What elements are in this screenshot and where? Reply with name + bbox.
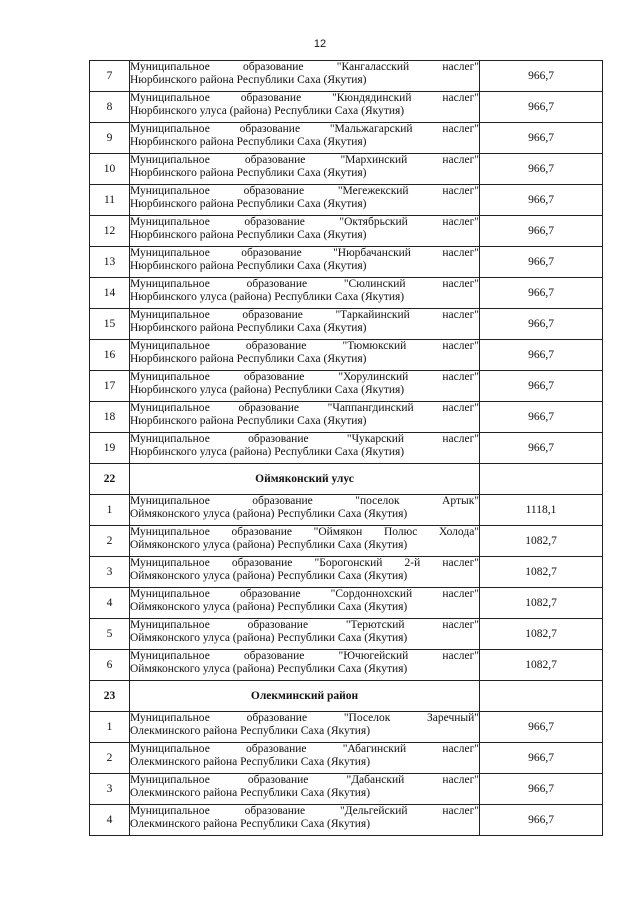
table-row: [90, 619, 603, 650]
municipality-name-line2: Нюрбинского улуса (района) Республики Саха (Якутия): [130, 291, 405, 303]
municipality-name: [130, 92, 480, 123]
section-title: Олекминский район: [130, 681, 480, 712]
municipality-name-line1: Муниципальное образование "Нюрбачанский наслег": [130, 247, 479, 259]
municipality-name: [130, 61, 480, 92]
municipality-name-line2: Олекминского района Республики Саха (Якутия): [130, 818, 371, 830]
municipality-name: [130, 247, 480, 278]
amount-value: 1082,7: [480, 557, 603, 588]
row-number: 4: [90, 805, 130, 836]
table-row: [90, 371, 603, 402]
row-number: 7: [90, 61, 130, 92]
row-number: 10: [90, 154, 130, 185]
municipality-name-line1: Муниципальное образование "Октябрьский наслег": [130, 216, 479, 228]
section-value-empty: [480, 464, 603, 495]
municipality-name-line2: Нюрбинского района Республики Саха (Якутия): [130, 229, 367, 241]
municipality-name-line2: Нюрбинского района Республики Саха (Якутия): [130, 136, 367, 148]
municipality-name-line2: Нюрбинского района Республики Саха (Якутия): [130, 260, 367, 272]
municipality-name: [130, 588, 480, 619]
amount-value: 966,7: [480, 402, 603, 433]
amount-value: 1082,7: [480, 650, 603, 681]
municipality-name-line1: Муниципальное образование "поселок Артык": [130, 495, 479, 507]
amount-value: 966,7: [480, 92, 603, 123]
section-title: Оймяконский улус: [130, 464, 480, 495]
row-number: 13: [90, 247, 130, 278]
municipality-name-line1: Муниципальное образование "Дельгейский наслег": [130, 805, 479, 817]
amount-value: 966,7: [480, 774, 603, 805]
row-number: 4: [90, 588, 130, 619]
table-row: [90, 495, 603, 526]
table-row: [90, 278, 603, 309]
municipality-name-line1: Муниципальное образование "Поселок Заречный": [130, 712, 479, 724]
row-number: 17: [90, 371, 130, 402]
row-number: 9: [90, 123, 130, 154]
municipality-name-line1: Муниципальное образование "Тюмюкский наслег": [130, 340, 479, 352]
section-header-row: [90, 681, 603, 712]
municipality-name-line2: Оймяконского улуса (района) Республики Саха (Якутия): [130, 601, 408, 613]
amount-value: 966,7: [480, 309, 603, 340]
row-number: 2: [90, 526, 130, 557]
amount-value: 966,7: [480, 805, 603, 836]
table-row: [90, 216, 603, 247]
table-row: [90, 123, 603, 154]
amount-value: 1118,1: [480, 495, 603, 526]
section-value-empty: [480, 681, 603, 712]
row-number: 23: [90, 681, 130, 712]
municipality-name-line2: Нюрбинского района Республики Саха (Якутия): [130, 322, 367, 334]
municipality-name-line1: Муниципальное образование "Мальжагарский наслег": [130, 123, 479, 135]
row-number: 2: [90, 743, 130, 774]
municipality-name: [130, 650, 480, 681]
row-number: 5: [90, 619, 130, 650]
municipality-name-line1: Муниципальное образование "Борогонский 2-й наслег": [130, 557, 479, 569]
table-row: [90, 92, 603, 123]
municipality-name: [130, 433, 480, 464]
page-number: 12: [313, 38, 327, 50]
amount-value: 966,7: [480, 154, 603, 185]
municipality-name-line1: Муниципальное образование "Хорулинский наслег": [130, 371, 479, 383]
row-number: 8: [90, 92, 130, 123]
municipality-name-line2: Оймяконского улуса (района) Республики Саха (Якутия): [130, 539, 408, 551]
table-row: [90, 402, 603, 433]
amount-value: 1082,7: [480, 526, 603, 557]
municipality-name: [130, 743, 480, 774]
municipality-name: [130, 123, 480, 154]
municipality-name-line1: Муниципальное образование "Сордоннохский наслег": [130, 588, 479, 600]
row-number: 16: [90, 340, 130, 371]
table-row: [90, 433, 603, 464]
table-row: [90, 526, 603, 557]
municipality-name: [130, 309, 480, 340]
municipality-name: [130, 185, 480, 216]
municipality-name-line2: Нюрбинского района Республики Саха (Якутия): [130, 198, 367, 210]
municipality-name-line1: Муниципальное образование "Кюндядинский наслег": [130, 92, 479, 104]
table-row: [90, 247, 603, 278]
allocation-table: [89, 60, 603, 836]
row-number: 15: [90, 309, 130, 340]
table-row: [90, 185, 603, 216]
municipality-name-line1: Муниципальное образование "Оймякон Полюс Холода": [130, 526, 479, 538]
table-row: [90, 557, 603, 588]
table-row: [90, 743, 603, 774]
table-row: [90, 309, 603, 340]
table-row: [90, 61, 603, 92]
table-row: [90, 712, 603, 743]
amount-value: 966,7: [480, 712, 603, 743]
municipality-name-line2: Олекминского района Республики Саха (Якутия): [130, 725, 371, 737]
amount-value: 966,7: [480, 185, 603, 216]
municipality-name-line1: Муниципальное образование "Мархинский наслег": [130, 154, 479, 166]
municipality-name-line1: Муниципальное образование "Таркайинский наслег": [130, 309, 479, 321]
row-number: 14: [90, 278, 130, 309]
municipality-name: [130, 495, 480, 526]
table-row: [90, 774, 603, 805]
municipality-name-line1: Муниципальное образование "Сюлинский наслег": [130, 278, 479, 290]
municipality-name-line2: Оймяконского улуса (района) Республики Саха (Якутия): [130, 508, 408, 520]
municipality-name-line1: Муниципальное образование "Дабанский наслег": [130, 774, 479, 786]
municipality-name-line2: Оймяконского улуса (района) Республики Саха (Якутия): [130, 663, 408, 675]
row-number: 18: [90, 402, 130, 433]
municipality-name: [130, 340, 480, 371]
municipality-name: [130, 526, 480, 557]
municipality-name-line1: Муниципальное образование "Мегежекский наслег": [130, 185, 479, 197]
amount-value: 966,7: [480, 123, 603, 154]
municipality-name-line2: Нюрбинского улуса (района) Республики Саха (Якутия): [130, 384, 405, 396]
municipality-name: [130, 278, 480, 309]
row-number: 1: [90, 495, 130, 526]
amount-value: 966,7: [480, 278, 603, 309]
municipality-name-line2: Нюрбинского района Республики Саха (Якутия): [130, 353, 367, 365]
table-row: [90, 340, 603, 371]
municipality-name: [130, 805, 480, 836]
table-row: [90, 650, 603, 681]
municipality-name: [130, 774, 480, 805]
table-row: [90, 805, 603, 836]
amount-value: 966,7: [480, 216, 603, 247]
row-number: 12: [90, 216, 130, 247]
amount-value: 1082,7: [480, 619, 603, 650]
municipality-name: [130, 557, 480, 588]
municipality-name-line1: Муниципальное образование "Кангаласский наслег": [130, 61, 479, 73]
row-number: 19: [90, 433, 130, 464]
amount-value: 1082,7: [480, 588, 603, 619]
municipality-name-line1: Муниципальное образование "Чаппангдинский наслег": [130, 402, 479, 414]
municipality-name-line2: Нюрбинского района Республики Саха (Якутия): [130, 74, 367, 86]
municipality-name: [130, 619, 480, 650]
amount-value: 966,7: [480, 371, 603, 402]
municipality-name-line2: Оймяконского улуса (района) Республики Саха (Якутия): [130, 570, 408, 582]
amount-value: 966,7: [480, 743, 603, 774]
amount-value: 966,7: [480, 340, 603, 371]
municipality-name: [130, 402, 480, 433]
municipality-name-line2: Олекминского района Республики Саха (Якутия): [130, 756, 371, 768]
amount-value: 966,7: [480, 61, 603, 92]
table-body: [90, 61, 603, 836]
row-number: 22: [90, 464, 130, 495]
municipality-name-line1: Муниципальное образование "Абагинский наслег": [130, 743, 479, 755]
section-header-row: [90, 464, 603, 495]
table-row: [90, 154, 603, 185]
row-number: 11: [90, 185, 130, 216]
municipality-name-line1: Муниципальное образование "Чукарский наслег": [130, 433, 479, 445]
municipality-name-line2: Нюрбинского района Республики Саха (Якутия): [130, 415, 367, 427]
municipality-name-line2: Оймяконского улуса (района) Республики Саха (Якутия): [130, 632, 408, 644]
amount-value: 966,7: [480, 433, 603, 464]
municipality-name: [130, 154, 480, 185]
municipality-name: [130, 371, 480, 402]
row-number: 1: [90, 712, 130, 743]
municipality-name-line1: Муниципальное образование "Терютский наслег": [130, 619, 479, 631]
amount-value: 966,7: [480, 247, 603, 278]
municipality-name-line2: Нюрбинского района Республики Саха (Якутия): [130, 167, 367, 179]
municipality-name-line2: Олекминского района Республики Саха (Якутия): [130, 787, 371, 799]
row-number: 6: [90, 650, 130, 681]
municipality-name-line1: Муниципальное образование "Ючюгейский наслег": [130, 650, 479, 662]
municipality-name-line2: Нюрбинского улуса (района) Республики Саха (Якутия): [130, 105, 405, 117]
municipality-name: [130, 712, 480, 743]
row-number: 3: [90, 557, 130, 588]
table-row: [90, 588, 603, 619]
municipality-name-line2: Нюрбинского улуса (района) Республики Саха (Якутия): [130, 446, 405, 458]
row-number: 3: [90, 774, 130, 805]
municipality-name: [130, 216, 480, 247]
